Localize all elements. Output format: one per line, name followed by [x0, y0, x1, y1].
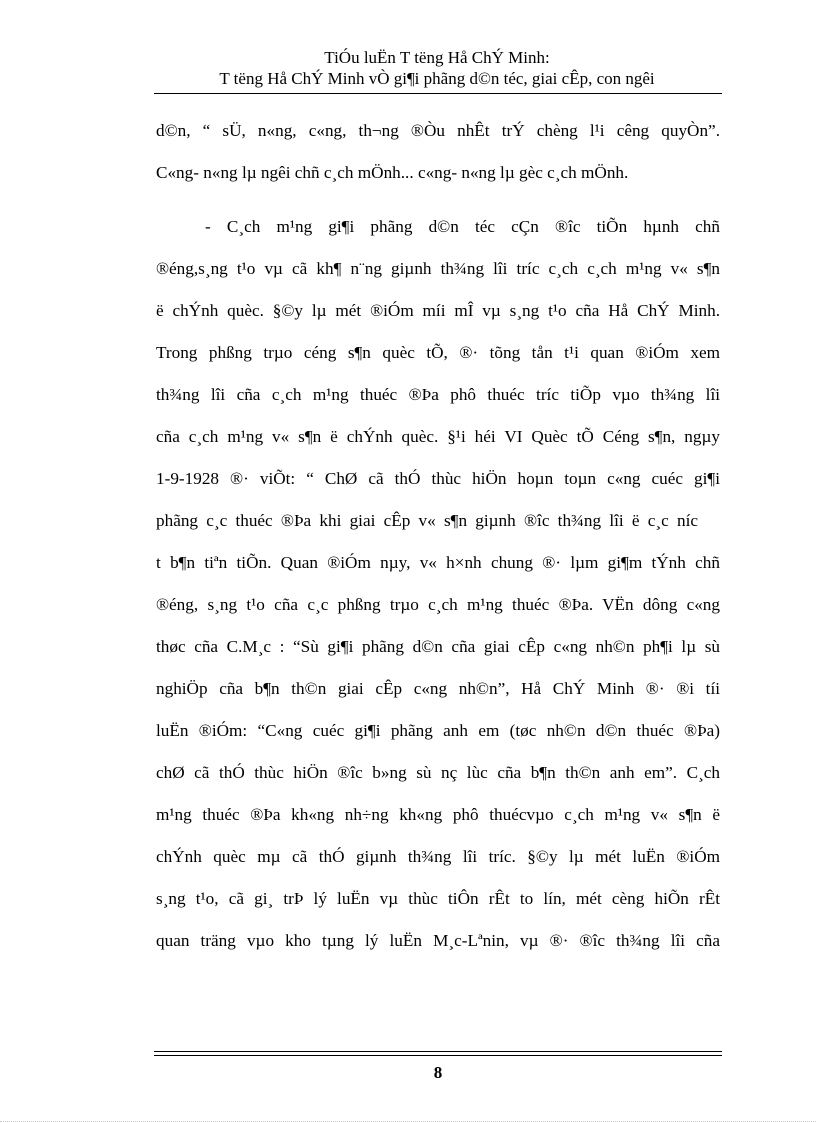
body-line: quan träng vµo kho tµng lý luËn M¸c-Lªnin, vµ ®· ®îc th¾ng lîi cña	[156, 931, 720, 950]
body-line: Trong phßng trµo céng s¶n quèc tÕ, ®· tõng tån t¹i quan ®iÓm xem	[156, 343, 720, 362]
body-line: luËn ®iÓm: “C«ng cuéc gi¶i phãng anh em (tøc nh©n d©n thuéc ®Þa)	[156, 721, 720, 740]
body-line: nghiÖp cña b¶n th©n giai cÊp c«ng nh©n”, Hå ChÝ Minh ®· ®i tíi	[156, 679, 720, 698]
body-line: d©n, “ sÜ, n«ng, c«ng, th¬ng ®Òu nhÊt trÝ chèng l¹i cêng quyÒn”.	[156, 121, 720, 140]
body-line: s¸ng t¹o, cã gi¸ trÞ lý luËn vµ thùc tiÔn rÊt to lín, mét cèng hiÕn rÊt	[156, 889, 720, 908]
paragraph-gap	[156, 194, 720, 206]
body-line: chÝnh quèc mµ cã thÓ giµnh th¾ng lîi tríc. §©y lµ mét luËn ®iÓm	[156, 847, 720, 866]
body-line: chØ cã thÓ thùc hiÖn ®îc b»ng sù nç lùc cña b¶n th©n anh em”. C¸ch	[156, 763, 720, 782]
header-title-line-2: T tëng Hå ChÝ Minh vÒ gi¶i phãng d©n téc, giai cÊp, con ngêi	[219, 69, 655, 88]
body-line: cña c¸ch m¹ng v« s¶n ë chÝnh quèc. §¹i héi VI Quèc tÕ Céng s¶n, ngµy	[156, 427, 720, 446]
page-number: 8	[433, 1063, 443, 1082]
body-line: ®éng,s¸ng t¹o vµ cã kh¶ n¨ng giµnh th¾ng lîi tríc c¸ch c¸ch m¹ng v« s¶n	[156, 259, 720, 278]
footer-divider	[154, 1051, 722, 1056]
body-line: 1-9-1928 ®· viÕt: “ ChØ cã thÓ thùc hiÖn hoµn toµn c«ng cuéc gi¶i	[156, 469, 720, 488]
running-header	[154, 47, 720, 89]
body-line: th¾ng lîi cña c¸ch m¹ng thuéc ®Þa phô thuéc tríc tiÕp vµo th¾ng lîi	[156, 385, 720, 404]
body-line: t b¶n tiªn tiÕn. Quan ®iÓm nµy, v« h×nh chung ®· lµm gi¶m tÝnh chñ	[156, 553, 720, 572]
body-line: ®éng, s¸ng t¹o cña c¸c phßng trµo c¸ch m¹ng thuéc ®Þa. VËn dông c«ng	[156, 595, 720, 614]
body-line: C«ng- n«ng lµ ngêi chñ c¸ch mÖnh... c«ng- n«ng lµ gèc c¸ch mÖnh.	[156, 163, 629, 182]
body-text	[156, 110, 720, 962]
body-line: thøc cña C.M¸c : “Sù gi¶i phãng d©n cña giai cÊp c«ng nh©n ph¶i lµ sù	[156, 637, 720, 656]
body-line: ë chÝnh quèc. §©y lµ mét ®iÓm míi mÎ vµ s¸ng t¹o cña Hå ChÝ Minh.	[156, 301, 720, 320]
header-divider	[154, 93, 722, 94]
header-title-line-1: TiÓu luËn T tëng Hå ChÝ Minh:	[324, 48, 550, 67]
body-line: - C¸ch m¹ng gi¶i phãng d©n téc cÇn ®îc tiÕn hµnh chñ	[205, 217, 720, 236]
body-line: phãng c¸c thuéc ®Þa khi giai cÊp v« s¶n giµnh ®îc th¾ng lîi ë c¸c níc	[156, 511, 698, 530]
page-edge	[0, 1121, 816, 1122]
body-line: m¹ng thuéc ®Þa kh«ng nh÷ng kh«ng phô thuécvµo c¸ch m¹ng v« s¶n ë	[156, 805, 720, 824]
